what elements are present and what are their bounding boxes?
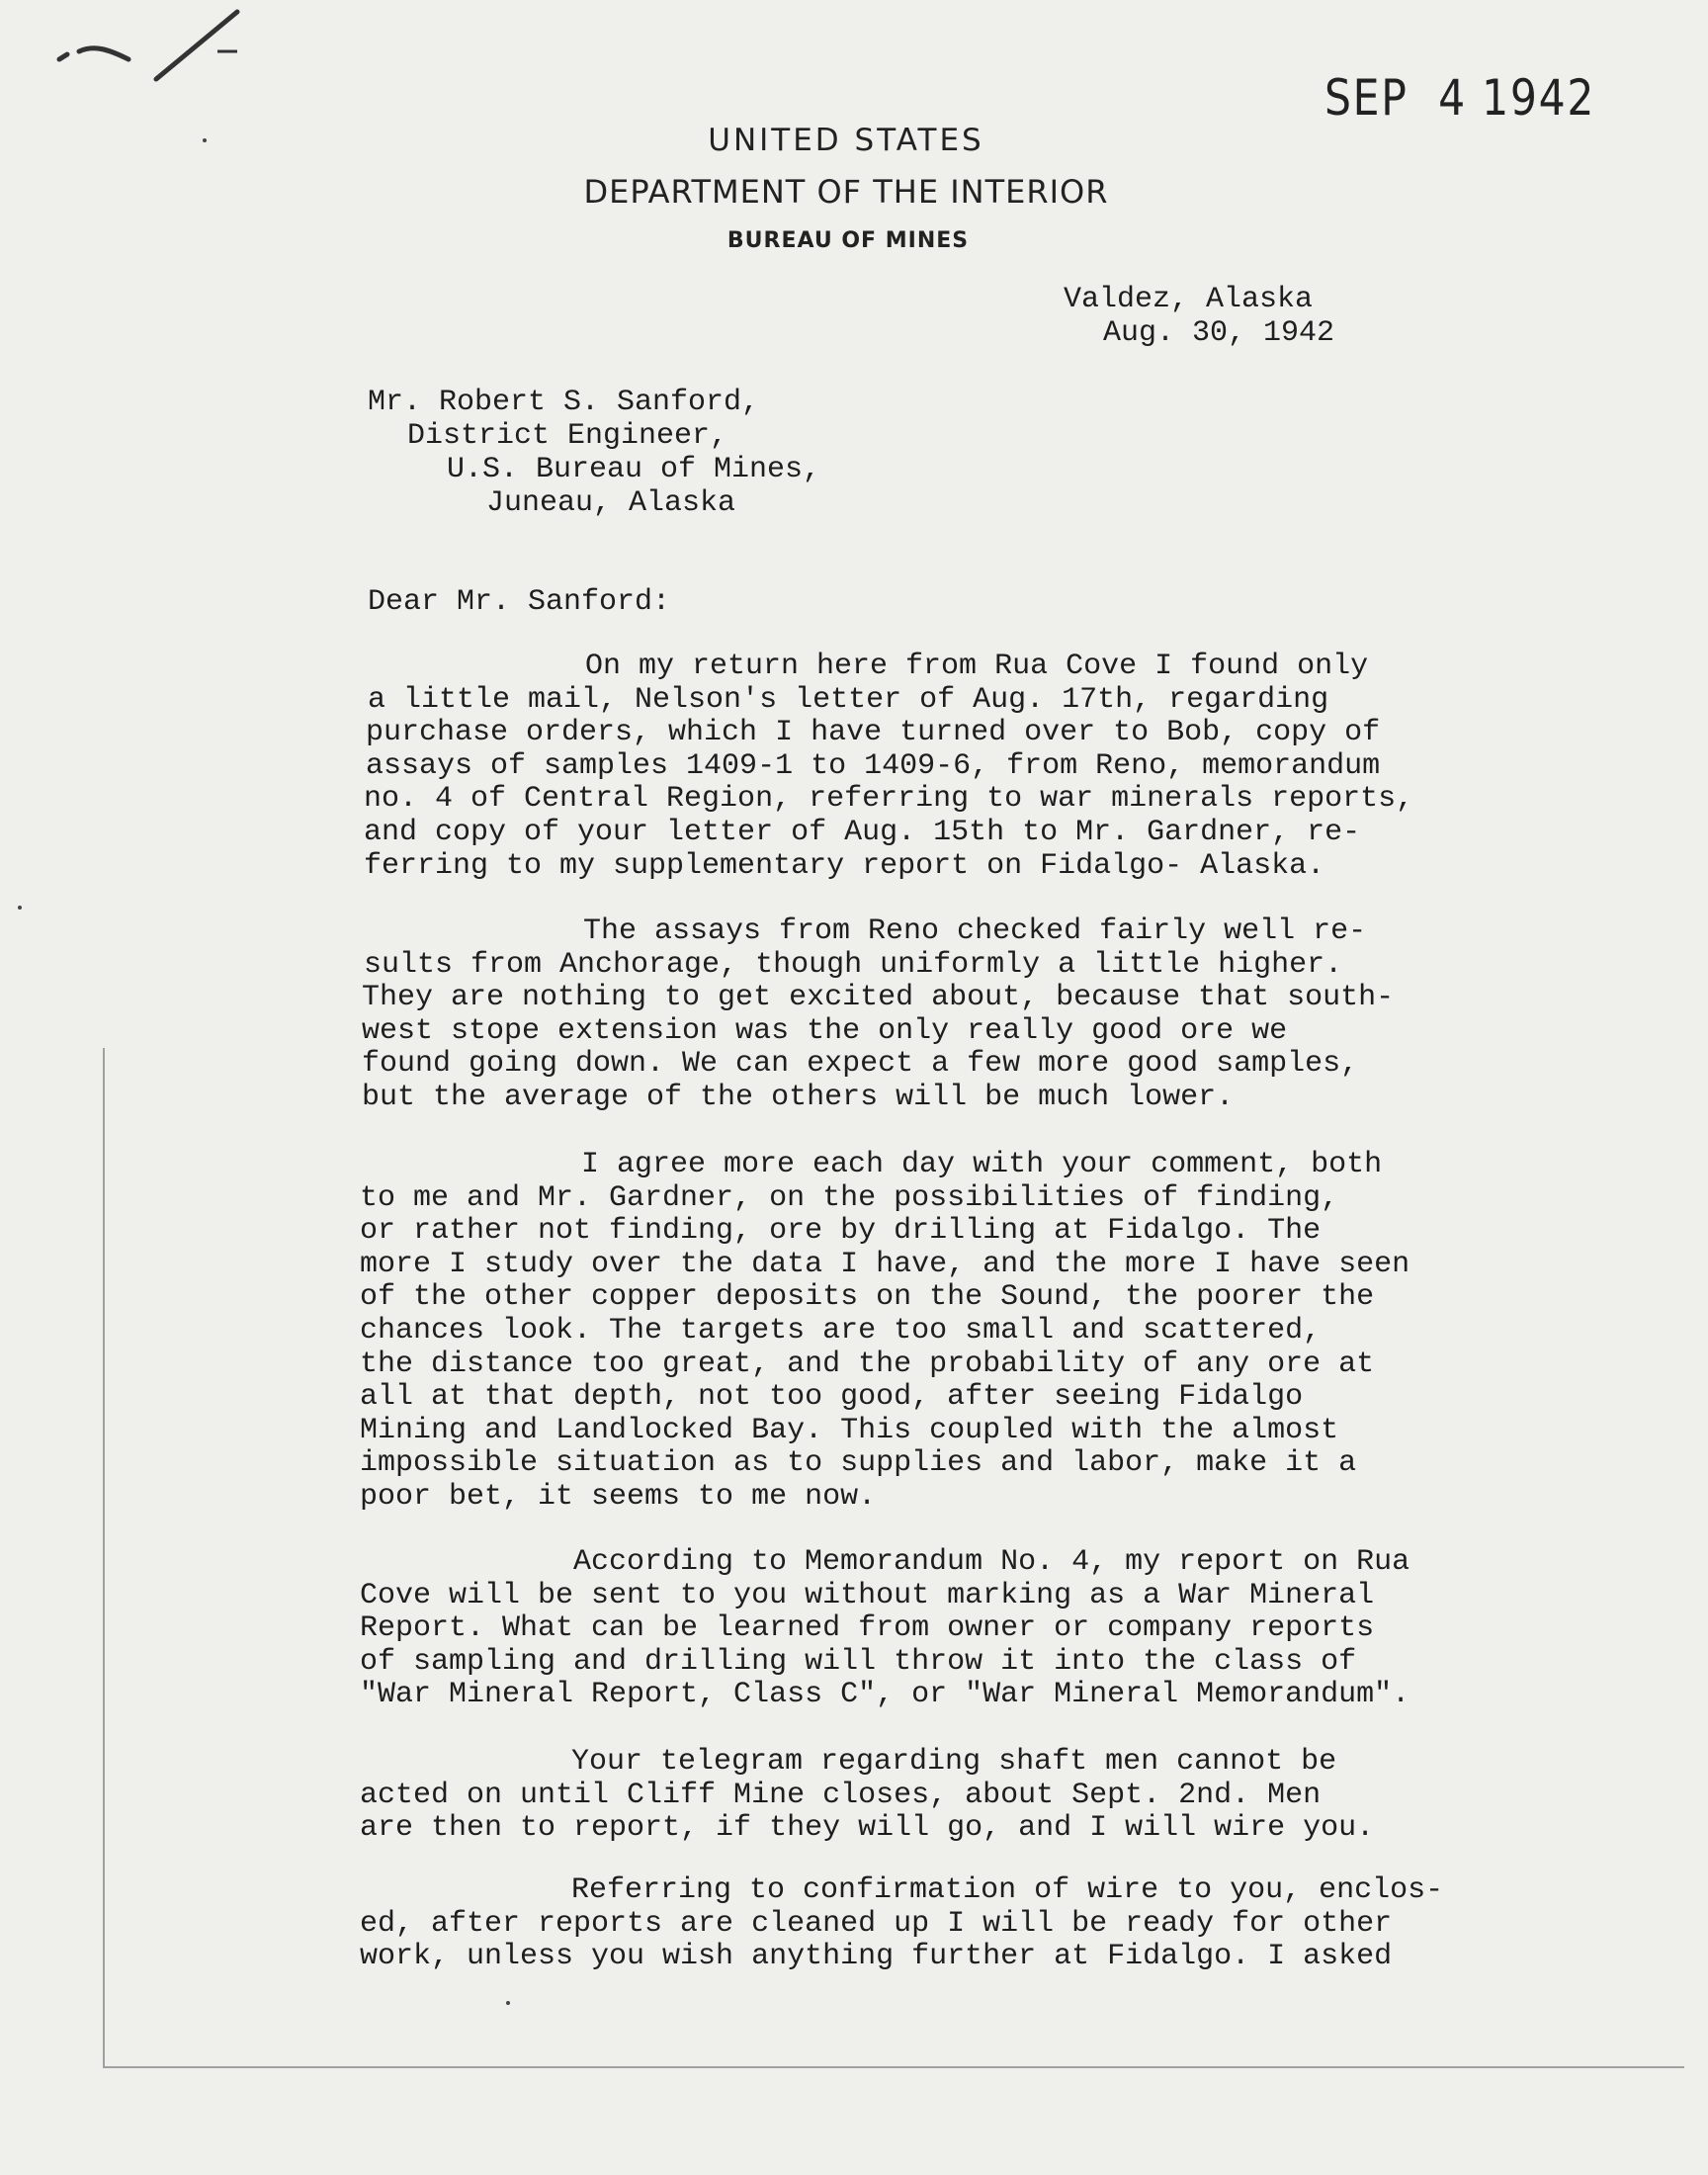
specks — [203, 138, 207, 142]
paragraph-line: west stope extension was the only really good ore we — [362, 1013, 1288, 1048]
salutation: Dear Mr. Sanford: — [368, 585, 671, 619]
paragraph-line: "War Mineral Report, Class C", or "War Mineral Memorandum". — [360, 1678, 1410, 1712]
paragraph-line: the distance too great, and the probability of any ore at — [360, 1347, 1375, 1381]
paragraph-line: acted on until Cliff Mine closes, about Sept. 2nd. Men — [360, 1778, 1322, 1812]
paragraph-line: sults from Anchorage, though uniformly a little higher. — [364, 947, 1343, 982]
paragraph-line: work, unless you wish anything further at Fidalgo. I asked — [360, 1940, 1393, 1974]
paragraph-6 — [360, 1874, 1674, 1974]
paragraph-line: are then to report, if they will go, and I will wire you. — [360, 1811, 1375, 1846]
paragraph-line: ferring to my supplementary report on Fidalgo- Alaska. — [364, 848, 1325, 883]
paragraph-line: purchase orders, which I have turned over to Bob, copy of — [366, 716, 1381, 750]
specks — [18, 906, 22, 910]
letterhead-bureau: BUREAU OF MINES — [726, 228, 970, 253]
page-edge-left — [103, 1048, 105, 2066]
recipient-title: District Engineer, — [407, 419, 728, 453]
letterhead-country: UNITED STATES — [708, 123, 984, 158]
paragraph-line: impossible situation as to supplies and labor, make it a — [360, 1446, 1357, 1481]
letterhead-department: DEPARTMENT OF THE INTERIOR — [583, 173, 1109, 211]
paragraph-line: According to Memorandum No. 4, my report on Rua — [573, 1545, 1410, 1579]
paragraph-4 — [360, 1546, 1674, 1712]
paragraph-line: of the other copper deposits on the Sound, the poorer the — [360, 1280, 1375, 1315]
paragraph-line: to me and Mr. Gardner, on the possibilities of finding, — [360, 1180, 1339, 1215]
recipient-name: Mr. Robert S. Sanford, — [368, 386, 760, 419]
recipient-organization: U.S. Bureau of Mines, — [447, 453, 821, 486]
paragraph-line: assays of samples 1409-1 to 1409-6, from Reno, memorandum — [366, 748, 1381, 783]
paragraph-1 — [360, 651, 1674, 883]
paragraph-2 — [360, 915, 1674, 1115]
paragraph-line: Mining and Landlocked Bay. This coupled with the almost — [360, 1413, 1339, 1447]
paragraph-5 — [360, 1746, 1674, 1846]
paragraph-line: or rather not finding, ore by drilling at Fidalgo. The — [360, 1214, 1322, 1249]
paragraph-line: of sampling and drilling will throw it into the class of — [360, 1644, 1357, 1679]
letter-place: Valdez, Alaska — [1064, 283, 1314, 316]
pencil-mark — [40, 0, 277, 89]
paragraph-3 — [360, 1149, 1674, 1515]
paragraph-line: They are nothing to get excited about, because that south- — [362, 981, 1395, 1015]
stamp-year: 1942 — [1482, 69, 1596, 127]
paragraph-line: chances look. The targets are too small and scattered, — [360, 1313, 1322, 1348]
paragraph-line: Cove will be sent to you without marking as a War Mineral — [360, 1578, 1375, 1612]
paragraph-line: poor bet, it seems to me now. — [360, 1479, 877, 1514]
stamp-day: 4 — [1438, 69, 1467, 127]
paragraph-line: but the average of the others will be much lower. — [362, 1080, 1235, 1114]
paragraph-line: On my return here from Rua Cove I found only — [585, 650, 1369, 683]
paragraph-line: Your telegram regarding shaft men cannot be — [571, 1745, 1337, 1779]
stamp-month: SEP — [1324, 69, 1409, 127]
received-date-stamp — [1324, 69, 1595, 127]
paragraph-line: all at that depth, not too good, after seeing Fidalgo — [360, 1380, 1304, 1415]
paragraph-line: a little mail, Nelson's letter of Aug. 17th, regarding — [368, 682, 1329, 717]
page-edge-bottom — [103, 2066, 1684, 2068]
recipient-city: Juneau, Alaska — [486, 486, 736, 520]
paragraph-line: no. 4 of Central Region, referring to war minerals reports, — [364, 782, 1414, 817]
paragraph-line: I agree more each day with your comment, both — [581, 1148, 1383, 1181]
paragraph-line: Referring to confirmation of wire to you, enclos- — [571, 1873, 1444, 1907]
paragraph-line: Report. What can be learned from owner or company reports — [360, 1611, 1375, 1646]
specks — [506, 2001, 510, 2005]
letter-date: Aug. 30, 1942 — [1103, 316, 1335, 350]
paragraph-line: ed, after reports are cleaned up I will be ready for other — [360, 1906, 1393, 1941]
paragraph-line: more I study over the data I have, and the more I have seen — [360, 1247, 1410, 1281]
paragraph-line: found going down. We can expect a few more good samples, — [362, 1047, 1359, 1082]
paragraph-line: The assays from Reno checked fairly well re- — [583, 914, 1367, 948]
paragraph-line: and copy of your letter of Aug. 15th to Mr. Gardner, re- — [364, 815, 1361, 849]
